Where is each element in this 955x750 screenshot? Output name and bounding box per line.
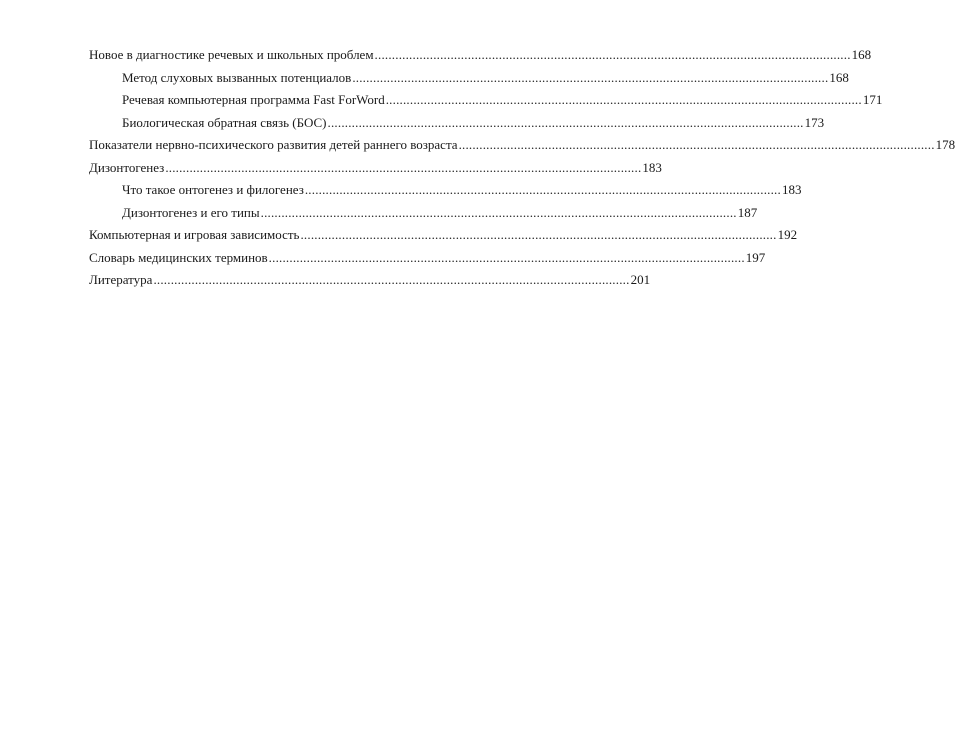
toc-page-number: 187	[737, 204, 758, 220]
toc-entry[interactable]	[89, 247, 766, 270]
toc-entry[interactable]	[89, 224, 798, 247]
toc-entry-title: Что такое онтогенез и филогенез	[122, 182, 304, 197]
toc-entry[interactable]	[89, 89, 883, 112]
toc-page-number: 201	[630, 272, 651, 287]
toc-entry-title: Дизонтогенез и его типы	[122, 204, 260, 220]
toc-entry[interactable]	[89, 269, 651, 292]
toc-dot-leader: ..........................................................................................................................................	[385, 92, 862, 107]
toc-page-number: 171	[862, 92, 883, 107]
toc-entry[interactable]	[89, 67, 849, 90]
toc-entry-title: Литература	[89, 272, 153, 287]
toc-dot-leader: ..........................................................................................................................................	[352, 69, 829, 85]
toc-page-number: 178	[935, 137, 955, 152]
toc-entry[interactable]	[89, 179, 802, 202]
toc-entry-title: Дизонтогенез	[89, 159, 165, 175]
toc-entry[interactable]	[89, 134, 955, 157]
toc-entry-title: Словарь медицинских терминов	[89, 249, 268, 265]
toc-page-number: 197	[745, 249, 766, 265]
toc-dot-leader: ..........................................................................................................................................	[165, 159, 642, 175]
toc-entry-title: Компьютерная и игровая зависимость	[89, 227, 300, 242]
toc-dot-leader: ..........................................................................................................................................	[300, 227, 777, 242]
toc-dot-leader: ..........................................................................................................................................	[153, 272, 630, 287]
toc-dot-leader: ..........................................................................................................................................	[304, 182, 781, 197]
toc-dot-leader: ..........................................................................................................................................	[268, 249, 745, 265]
table-of-contents	[89, 44, 955, 292]
toc-page-number: 173	[804, 114, 825, 130]
toc-page-number: 168	[829, 69, 849, 85]
toc-entry[interactable]	[89, 112, 825, 135]
toc-entry-title: Речевая компьютерная программа Fast ForWord	[122, 92, 385, 107]
toc-page-number: 168	[851, 47, 872, 62]
toc-entry[interactable]	[89, 157, 662, 180]
toc-dot-leader: ..........................................................................................................................................	[327, 114, 804, 130]
toc-dot-leader: ..........................................................................................................................................	[374, 47, 851, 62]
toc-page-number: 183	[642, 159, 662, 175]
toc-page-number: 183	[781, 182, 802, 197]
toc-page-number: 192	[777, 227, 798, 242]
toc-dot-leader: ..........................................................................................................................................	[458, 137, 935, 152]
toc-entry[interactable]	[89, 44, 872, 67]
toc-entry-title: Биологическая обратная связь (БОС)	[122, 114, 327, 130]
toc-entry-title: Новое в диагностике речевых и школьных проблем	[89, 47, 374, 62]
toc-entry-title: Метод слуховых вызванных потенциалов	[122, 69, 352, 85]
toc-entry-title: Показатели нервно-психического развития детей раннего возраста	[89, 137, 458, 152]
toc-dot-leader: ..........................................................................................................................................	[260, 204, 737, 220]
toc-entry[interactable]	[89, 202, 758, 225]
